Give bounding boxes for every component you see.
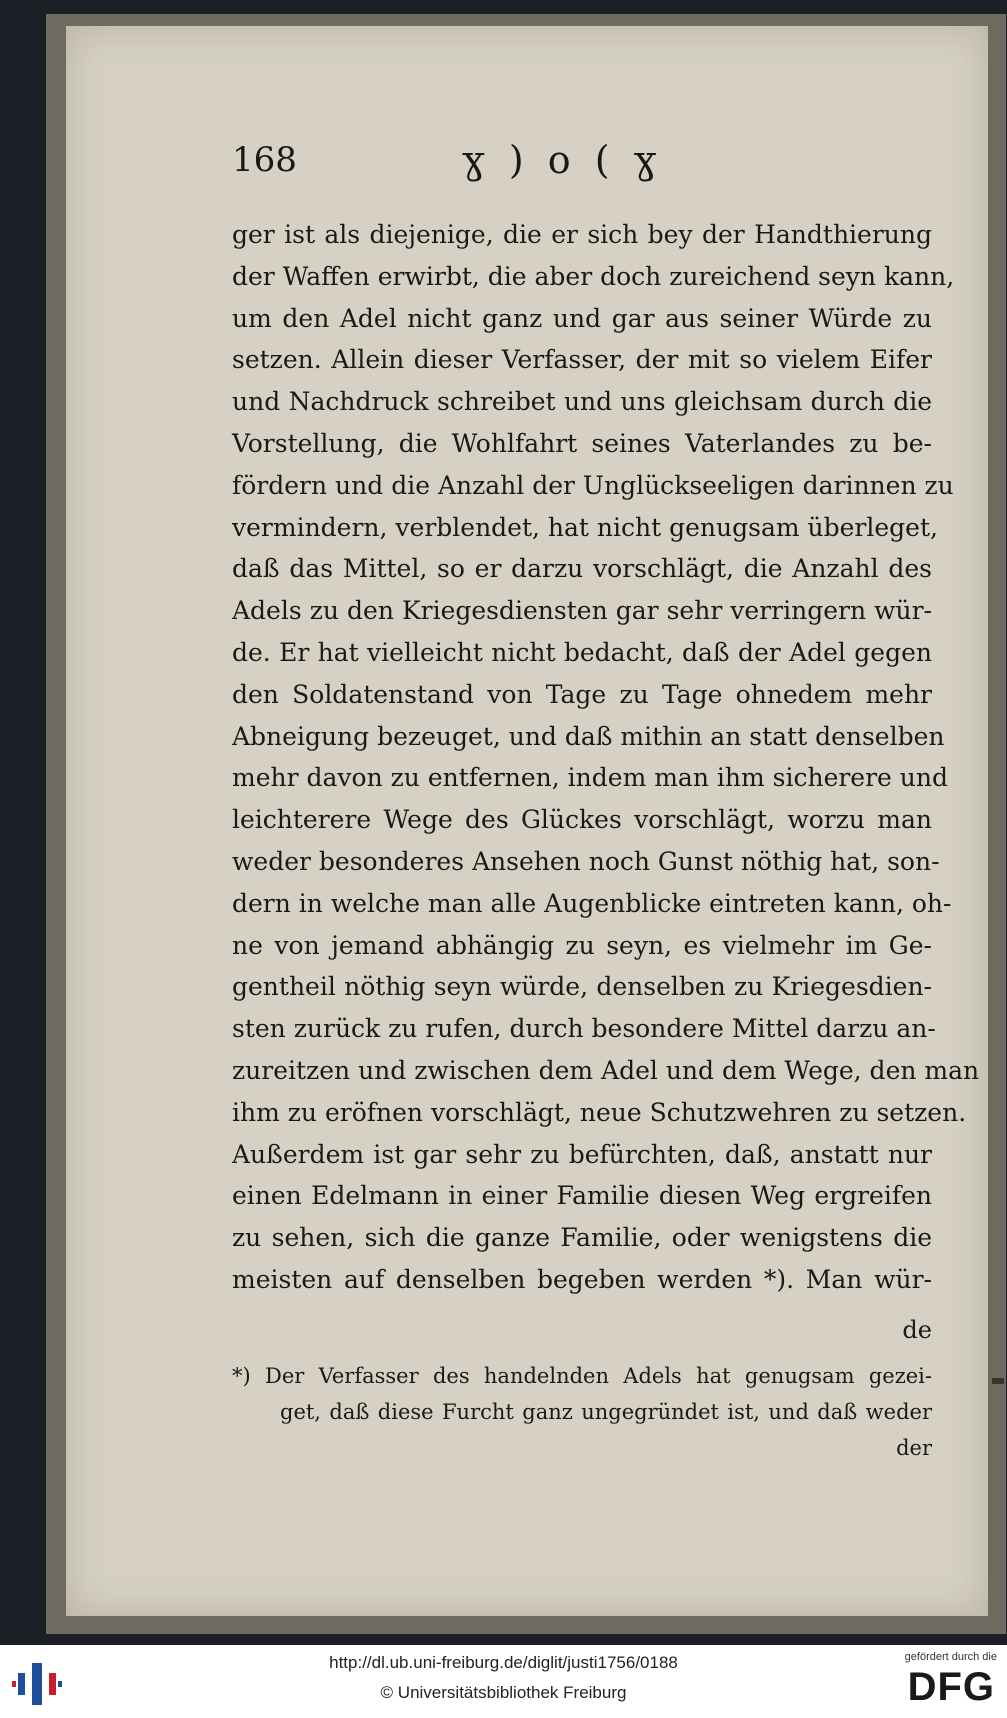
text-line: ger ist als diejenige, die er sich bey der Handthierung [232, 220, 932, 249]
copyright-notice: © Universitätsbibliothek Freiburg [380, 1683, 627, 1702]
text-line: weder besonderes Ansehen noch Gunst nöthig hat, son- [232, 846, 940, 876]
funding-note: gefördert durch die [904, 1651, 997, 1663]
text-line: leichterere Wege des Glückes vorschlägt, worzu man [232, 805, 932, 835]
text-line: vermindern, verblendet, hat nicht genugsam überleget, [232, 512, 938, 542]
text-line: ne von jemand abhängig zu seyn, es vielmehr im Ge- [232, 930, 932, 960]
footnote-line: get, daß diese Furcht ganz ungegründet ist, und daß weder [280, 1400, 932, 1424]
text-line: gentheil nöthig seyn würde, denselben zu Kriegesdien- [232, 972, 932, 1002]
viewer-footer [0, 1645, 1007, 1718]
text-line: dern in welche man alle Augenblicke eintreten kann, oh- [232, 888, 952, 918]
running-head-ornament: ɣ ) o ( ɣ [462, 138, 663, 182]
text-line: zureitzen und zwischen dem Adel und dem Wege, den man [232, 1055, 980, 1085]
text-line: und Nachdruck schreibet und uns gleichsam durch die [232, 387, 932, 417]
text-line: den Soldatenstand von Tage zu Tage ohnedem mehr [232, 679, 932, 709]
text-line: Adels zu den Kriegesdiensten gar sehr verringern wür- [232, 596, 932, 626]
page-number: 168 [232, 140, 297, 180]
catchword: de [902, 1316, 932, 1344]
text-line: einen Edelmann in einer Familie diesen Weg ergreifen [232, 1181, 932, 1211]
text-line: um den Adel nicht ganz und gar aus seiner Würde zu [232, 303, 932, 333]
text-line: zu sehen, sich die ganze Familie, oder wenigstens die [232, 1223, 932, 1253]
text-line: sten zurück zu rufen, durch besondere Mittel darzu an- [232, 1014, 936, 1044]
text-line: mehr davon zu entfernen, indem man ihm sicherere und [232, 763, 949, 793]
text-line: Vorstellung, die Wohlfahrt seines Vaterlandes zu be- [232, 428, 932, 458]
text-line: setzen. Allein dieser Verfasser, der mit so vielem Eifer [232, 345, 932, 375]
text-line: fördern und die Anzahl der Unglückseeligen darinnen zu [232, 470, 954, 500]
text-line: Abneigung bezeuget, und daß mithin an statt denselben [232, 721, 945, 751]
text-line: ihm zu eröfnen vorschlägt, neue Schutzwehren zu setzen. [232, 1097, 967, 1127]
text-line: der Waffen erwirbt, die aber doch zureichend seyn kann, [232, 261, 955, 291]
text-line: daß das Mittel, so er darzu vorschlägt, die Anzahl des [232, 554, 932, 584]
text-line: Außerdem ist gar sehr zu befürchten, daß, anstatt nur [232, 1139, 932, 1169]
permalink-url[interactable]: http://dl.ub.uni-freiburg.de/diglit/justi1756/0188 [329, 1653, 678, 1672]
page-header [232, 140, 932, 194]
margin-mark [992, 1378, 1004, 1384]
text-line: de. Er hat vielleicht nicht bedacht, daß der Adel gegen [232, 637, 932, 667]
text-line: meisten auf denselben begeben werden *). Man wür- [232, 1264, 932, 1294]
footnote-line: *) Der Verfasser des handelnden Adels hat genugsam gezei- [232, 1364, 932, 1388]
footnote-catchword: der [896, 1436, 932, 1460]
footnote [232, 1358, 932, 1466]
body-text [232, 214, 980, 1301]
dfg-logo: DFG [907, 1665, 995, 1709]
